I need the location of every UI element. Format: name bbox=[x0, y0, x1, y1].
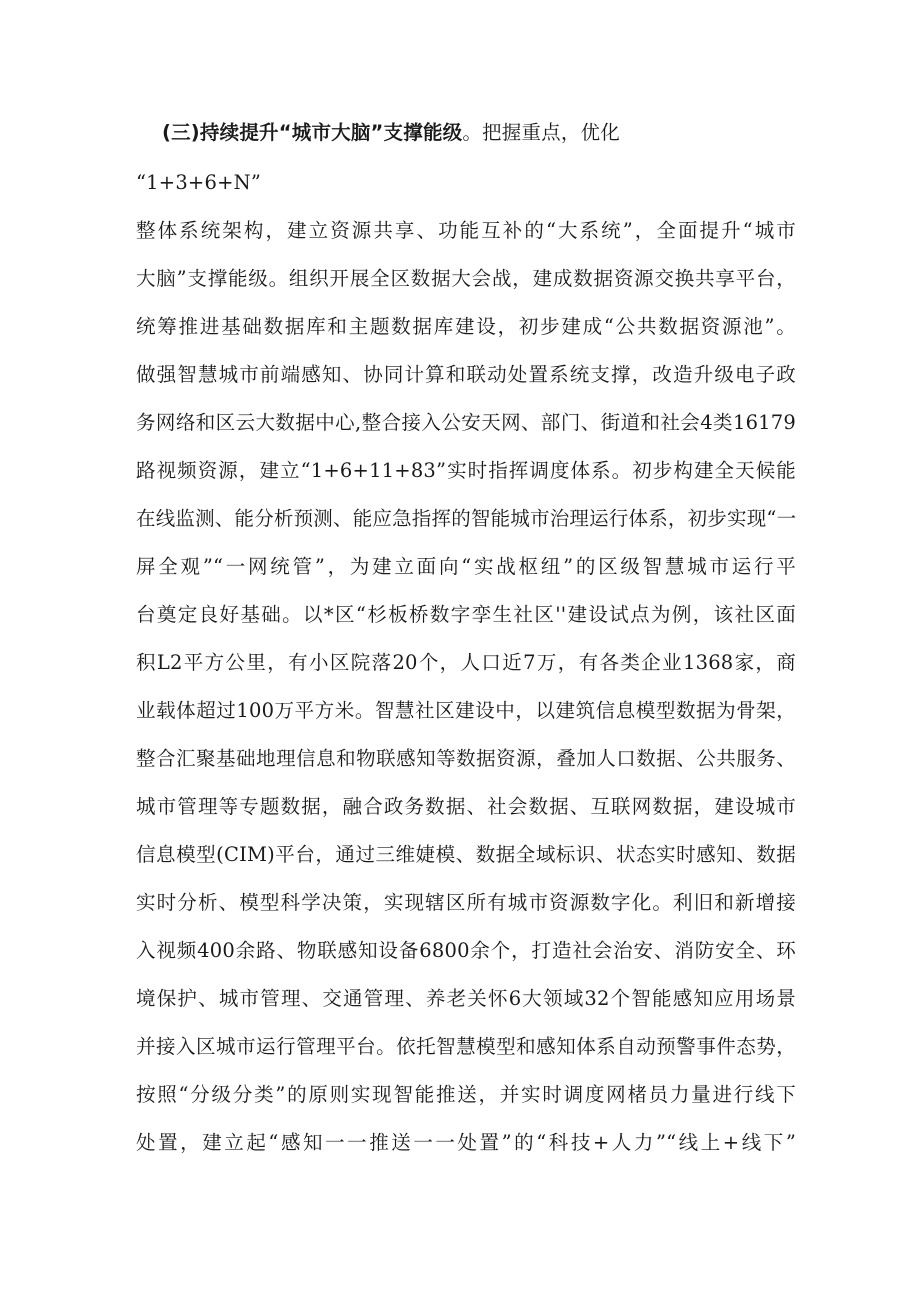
text-line: 业载体超过100万平方米。智慧社区建设中，以建筑信息模型数据为骨架， bbox=[136, 699, 796, 722]
text-line: 在线监测、能分析预测、能应急指挥的智能城市治理运行体系，初步实现“一 bbox=[136, 507, 797, 530]
text-line: 并接入区城市运行管理平台。依托智慧模型和感知体系自动预警事件态势， bbox=[136, 1035, 796, 1058]
text-line: 境保护、城市管理、交通管理、养老关怀6大领域32个智能感知应用场景 bbox=[136, 987, 796, 1010]
text-line: 屏全观”“一网统管”，为建立面向“实战枢纽”的区级智慧城市运行平 bbox=[136, 555, 796, 578]
section-heading bbox=[162, 120, 620, 146]
text-line: 路视频资源，建立“1+6+11+83”实时指挥调度体系。初步构建全天候能 bbox=[136, 459, 796, 482]
text-line: 信息模型(CIM)平台，通过三维婕模、数据全域标识、状态实时感知、数据 bbox=[136, 843, 796, 866]
section-heading-title: (三)持续提升“城市大脑”支撑能级 bbox=[162, 121, 463, 144]
text-line: 大脑”支撑能级。组织开展全区数据大会战，建成数据资源交换共享平台， bbox=[136, 267, 796, 290]
section-heading-continuation: 。把握重点，优化 bbox=[462, 121, 620, 144]
text-line: 统筹推进基础数据库和主题数据库建设，初步建成“公共数据资源池”。 bbox=[136, 315, 796, 338]
text-line: 做强智慧城市前端感知、协同计算和联动处置系统支撑，改造升级电子政 bbox=[136, 363, 796, 386]
text-line: 整合汇聚基础地理信息和物联感知等数据资源，叠加人口数据、公共服务、 bbox=[136, 747, 796, 770]
text-line: 按照“分级分类”的原则实现智能推送，并实时调度网楮员力量进行线下 bbox=[136, 1083, 796, 1106]
text-line: 积L2平方公里，有小区院落20个，人口近7万，有各类企业1368家，商 bbox=[136, 651, 796, 674]
text-line: 整体系统架构，建立资源共享、功能互补的“大系统”，全面提升“城市 bbox=[136, 219, 796, 242]
text-line: 处置，建立起“感知一一推送一一处置”的“科技+人力”“线上+线下” bbox=[136, 1131, 796, 1154]
text-line: 台奠定良好基础。以*区“杉板桥数字孪生社区''建设试点为例，该社区面 bbox=[136, 603, 796, 626]
text-line: 务网络和区云大数据中心,整合接入公安天网、部门、街道和社会4类16179 bbox=[136, 411, 796, 434]
text-line: 入视频400余路、物联感知设备6800余个，打造社会治安、消防安全、环 bbox=[136, 939, 796, 962]
text-line: 城市管理等专题数据，融合政务数据、社会数据、互联网数据，建设城市 bbox=[136, 795, 796, 818]
text-line: “1+3+6+N” bbox=[136, 171, 262, 194]
text-line: 实时分析、模型科学决策，实现辖区所有城市资源数字化。利旧和新增接 bbox=[136, 891, 796, 914]
